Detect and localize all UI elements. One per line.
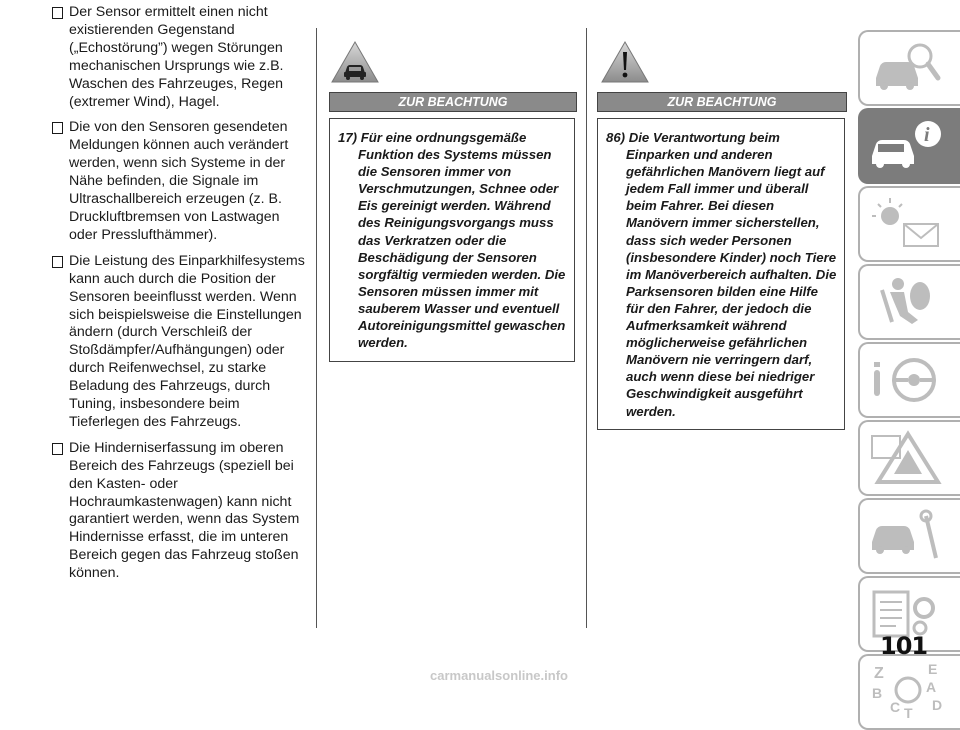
- index-letter: C: [890, 699, 901, 715]
- steering-wheel-icon: [868, 350, 948, 410]
- tab-airbag[interactable]: [858, 264, 960, 340]
- car-info-icon: [868, 116, 948, 176]
- notice-text: 17) Für eine ordnungsgemäße Funktion des Systems müssen die Sensoren immer von Verschmutzungen, Schnee oder Eis gereinigt werden. Während des Reinigungsvorgangs muss das Verkratzen oder die Beschädigung der Sensoren sorgfältig vermieden werden. Die Sensoren müssen immer mit sauberem Wasser und eventuell Autoreinigungsmittel gewaschen werden.: [338, 130, 566, 351]
- tab-service[interactable]: [858, 498, 960, 574]
- tab-steering[interactable]: [858, 342, 960, 418]
- list-item-text: Die Hinderniserfassung im oberen Bereich des Fahrzeugs (speziell bei den Kasten- oder Hochraumkastenwagen) kann nicht garantiert werden, wenn das System Hindernisse erfasst, die im unteren Bereich gegen das Fahrzeug stoßen können.: [69, 439, 300, 582]
- warning-lights-icon: [868, 194, 948, 254]
- index-letter: E: [928, 662, 938, 677]
- tab-emergency[interactable]: [858, 420, 960, 496]
- list-item-text: Der Sensor ermittelt einen nicht existierenden Gegenstand („Echostörung”) wegen Störungen mechanischen Ursprungs wie z.B. Waschen des Fahrzeuges, Regen (extremer Wind), Hagel.: [69, 4, 284, 110]
- airbag-seat-icon: [868, 272, 948, 332]
- notice-title: ZUR BEACHTUNG: [598, 93, 846, 111]
- index-icon: [868, 662, 948, 722]
- tab-car-info[interactable]: [858, 108, 960, 184]
- bullet-list: [50, 4, 308, 591]
- checkbox-bullet-icon: [52, 443, 63, 455]
- index-letter: Z: [874, 665, 884, 682]
- checkbox-bullet-icon: [52, 256, 63, 268]
- page-number: 101: [880, 632, 928, 660]
- checkbox-bullet-icon: [52, 122, 63, 134]
- notice-box: [597, 118, 845, 430]
- tab-warning-lights[interactable]: [858, 186, 960, 262]
- column-divider: [316, 28, 317, 628]
- car-warning-icon: [330, 40, 380, 84]
- notice-header: [329, 92, 577, 112]
- list-item: [50, 440, 308, 583]
- car-search-icon: [868, 38, 948, 98]
- list-item-text: Die von den Sensoren gesendeten Meldungen können auch verändert werden, wenn sich Systeme in der Nähe befinden, die Signale im Ultraschallbereich erzeugen (z. B. Druckluftbremsen von Lastwagen oder Presslufthämmer).: [69, 119, 289, 243]
- index-letter: T: [904, 705, 913, 721]
- list-item: [50, 4, 308, 111]
- index-letter: D: [932, 697, 943, 713]
- notice-title: ZUR BEACHTUNG: [330, 93, 576, 111]
- index-letter: B: [872, 685, 883, 701]
- list-item: [50, 253, 308, 432]
- tab-car-search[interactable]: [858, 30, 960, 106]
- notice-header: [597, 92, 847, 112]
- index-letter: A: [926, 679, 937, 695]
- notice-box: [329, 118, 575, 362]
- list-item-text: Die Leistung des Einparkhilfesystems kann auch durch die Position der Sensoren beeinflusst werden. Wenn sich beispielsweise die Einstellungen ändern (durch Verschleiß der Stoßdämpfer/Aufhängungen) oder durch Reifenwechsel, zu starke Beladung des Fahrzeugs, durch Tuning, insbesondere beim Tieferlegen des Fahrzeugs.: [69, 252, 305, 430]
- checkbox-bullet-icon: [52, 7, 63, 19]
- tab-index[interactable]: [858, 654, 960, 730]
- watermark: carmanualsonline.info: [430, 668, 568, 683]
- notice-text: 86) Die Verantwortung beim Einparken und anderen gefährlichen Manövern liegt auf jedem Fall immer und überall beim Fahrer. Bei diesen Manövern immer sicherstellen, dass sich weder Personen (insbesondere Kinder) noch Tiere im Manöverbereich aufhalten. Die Parksensoren bilden eine Hilfe für den Fahrer, der jedoch die Aufmerksamkeit während möglicherweise gefährlichen Manövern nie verringern darf, auch wenn diese bei niedriger Geschwindigkeit ausgeführt werden.: [606, 130, 837, 419]
- column-divider: [586, 28, 587, 628]
- hazard-triangle-icon: [868, 428, 948, 488]
- exclamation-warning-icon: [600, 40, 650, 84]
- list-item: [50, 119, 308, 244]
- car-service-icon: [868, 506, 948, 566]
- svg-text:i: i: [924, 124, 930, 146]
